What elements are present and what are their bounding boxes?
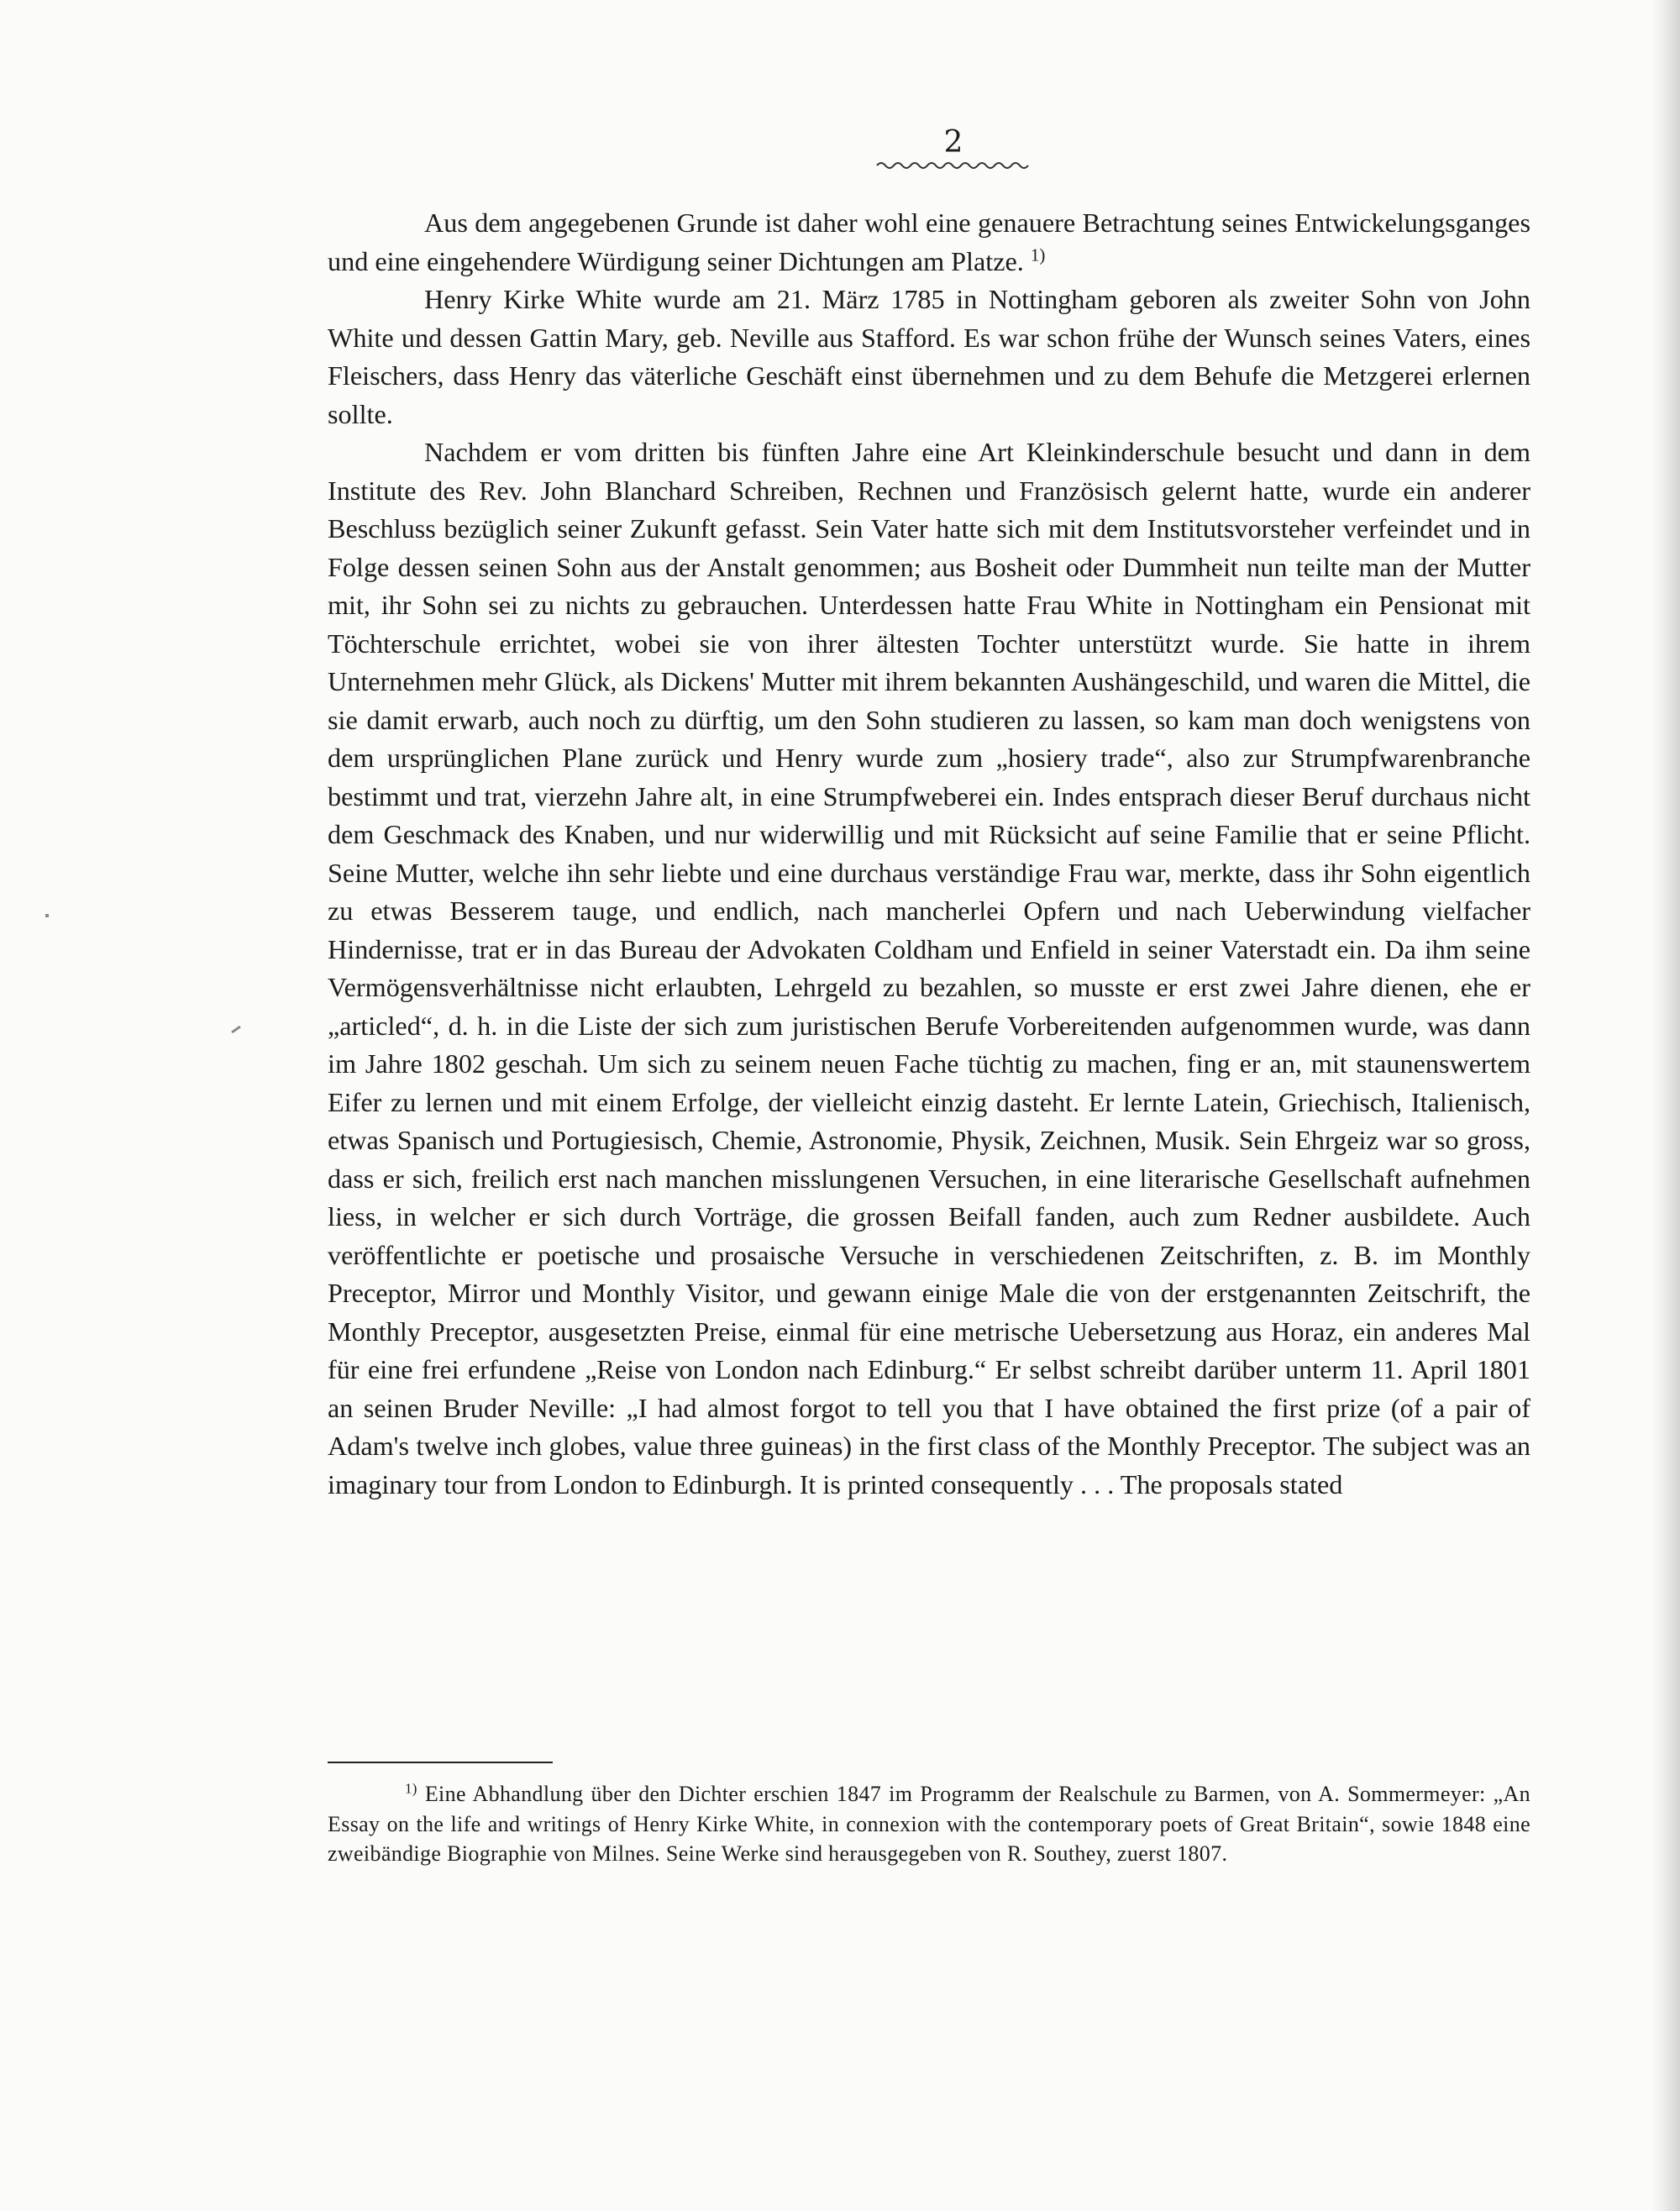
body-text — [328, 204, 1530, 1504]
page-edge-shadow — [1651, 0, 1680, 2211]
scan-speck — [231, 1026, 241, 1033]
paragraph-2: Henry Kirke White wurde am 21. März 1785 in Nottingham geboren als zweiter Sohn von John White und dessen Gattin Mary, geb. Neville aus Stafford. Es war schon frühe der Wunsch seines Vaters, eines Fleischers, dass Henry das väterliche Geschäft einst übernehmen und zu dem Behufe die Metzgerei erlernen sollte. — [328, 284, 1530, 429]
footnote-reference: 1) — [1030, 244, 1046, 265]
scan-speck — [45, 914, 49, 917]
paragraph-1 — [328, 204, 1530, 281]
footnote — [328, 1779, 1530, 1869]
footnote-marker: 1) — [405, 1780, 417, 1797]
footnote-divider — [328, 1762, 553, 1763]
paragraph-3: Nachdem er vom dritten bis fünften Jahre eine Art Kleinkinderschule besucht und dann in dem Institute des Rev. John Blanchard Schreiben, Rechnen und Französisch gelernt hatte, wurde ein anderer Beschluss bezüglich seiner Zukunft gefasst. Sein Vater hatte sich mit dem Institutsvorsteher verfeindet und in Folge dessen seinen Sohn aus der Anstalt genommen; aus Bosheit oder Dummheit nun teilte man der Mutter mit, ihr Sohn sei zu nichts zu gebrauchen. Unterdessen hatte Frau White in Nottingham ein Pensionat mit Töchterschule errichtet, wobei sie von ihrer ältesten Tochter unterstützt wurde. Sie hatte in ihrem Unternehmen mehr Glück, als Dickens' Mutter mit ihrem bekannten Aushängeschild, und waren die Mittel, die sie damit erwarb, auch noch zu dürftig, um den Sohn studieren zu lassen, so kam man doch wenigstens von dem ursprünglichen Plane zurück und Henry wurde zum „hosiery trade“, also zur Strumpfwarenbranche bestimmt und trat, vierzehn Jahre alt, in eine Strumpfweberei ein. Indes entsprach dieser Beruf durchaus nicht dem Geschmack des Knaben, und nur widerwillig und mit Rücksicht auf seine Familie that er seine Pflicht. Seine Mutter, welche ihn sehr liebte und eine durchaus verständige Frau war, merkte, dass ihr Sohn eigentlich zu etwas Besserem tauge, und endlich, nach mancherlei Opfern und nach Ueberwindung vielfacher Hindernisse, trat er in das Bureau der Advokaten Coldham und Enfield in seiner Vaterstadt ein. Da ihm seine Vermögensverhältnisse nicht erlaubten, Lehrgeld zu bezahlen, so musste er erst zwei Jahre dienen, ehe er „articled“, d. h. in die Liste der sich zum juristischen Berufe Vorbereitenden aufgenommen wurde, was dann im Jahre 1802 geschah. Um sich zu seinem neuen Fache tüchtig zu machen, fing er an, mit staunenswertem Eifer zu lernen und mit einem Erfolge, der vielleicht einzig dasteht. Er lernte Latein, Griechisch, Italienisch, etwas Spanisch und Portugiesisch, Chemie, Astronomie, Physik, Zeichnen, Musik. Sein Ehrgeiz war so gross, dass er sich, freilich erst nach manchen misslungenen Versuchen, in eine literarische Gesellschaft aufnehmen liess, in welcher er sich durch Vorträge, die grossen Beifall fanden, auch zum Redner ausbildete. Auch veröffentlichte er poetische und prosaische Versuche in verschiedenen Zeitschriften, z. B. im Monthly Preceptor, Mirror und Monthly Visitor, und gewann einige Male die von der erstgenannten Zeitschrift, the Monthly Preceptor, ausgesetzten Preise, einmal für eine metrische Uebersetzung aus Horaz, ein anderes Mal für eine frei erfundene „Reise von London nach Edinburg.“ Er selbst schreibt darüber unterm 11. April 1801 an seinen Bruder Neville: „I had almost forgot to tell you that I have obtained the first prize (of a pair of Adam's twelve inch globes, value three guineas) in the first class of the Monthly Preceptor. The subject was an imaginary tour from London to Edinburgh. It is printed consequently . . . The proposals stated — [328, 437, 1530, 1499]
page-number: 2 — [943, 125, 963, 160]
wavy-ornament — [875, 160, 1032, 171]
footnote-text: Eine Abhandlung über den Dichter erschien 1847 im Programm der Realschule zu Barmen, von A. Sommermeyer: „An Essay on the life and writings of Henry Kirke White, in connexion with the contemporary poets of Great Britain“, sowie 1848 eine zweibändige Biographie von Milnes. Seine Werke sind herausgegeben von R. Southey, zuerst 1807. — [328, 1782, 1530, 1866]
paragraph-1-text: Aus dem angegebenen Grunde ist daher wohl eine genauere Betrachtung seines Entwickelungsganges und eine eingehendere Würdigung seiner Dichtungen am Platze. — [328, 207, 1530, 276]
